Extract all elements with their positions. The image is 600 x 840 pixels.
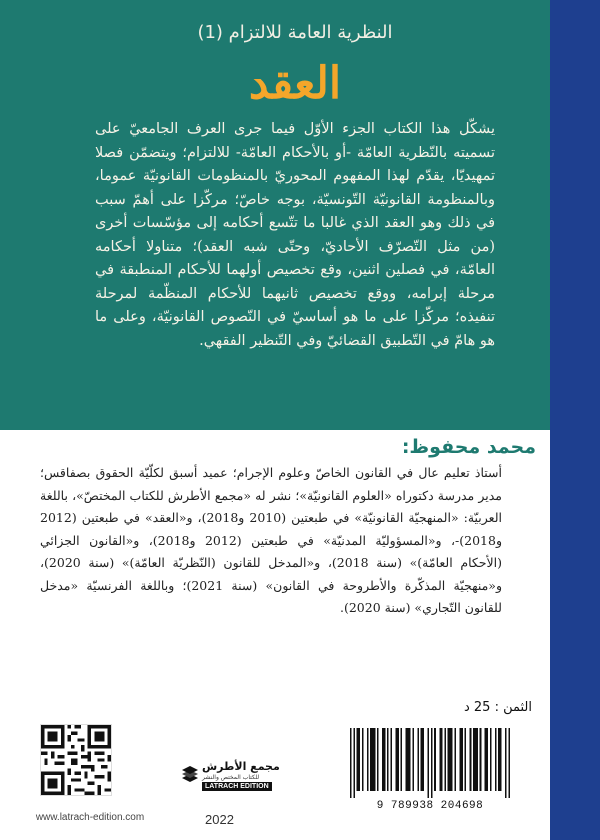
publisher-tagline: للكتاب المختص والنشر: [202, 774, 260, 781]
book-stack-icon: [180, 764, 200, 784]
barcode-icon: [350, 728, 510, 798]
book-title: العقد: [248, 58, 342, 109]
isbn-number: 9 789938 204698: [376, 800, 484, 812]
publisher-website: www.latrach-edition.com: [35, 812, 145, 823]
qr-code-icon: [40, 724, 112, 796]
book-spine: [550, 0, 600, 840]
author-name: محمد محفوظ:: [401, 436, 536, 458]
series-title: النظرية العامة للالتزام (1): [197, 22, 393, 43]
price-label: الثمن : 25 د: [463, 700, 532, 715]
publisher-name: مجمع الأطرش: [202, 760, 280, 773]
description-panel: [0, 0, 550, 430]
publication-year: 2022: [205, 812, 234, 827]
author-bio: أستاذ تعليم عال في القانون الخاصّ وعلوم الإجرام؛ عميد أسبق لكلّيّة الحقوق بصفاقس؛ مدير مدرسة دكتوراه «العلوم القانونيّة»؛ نشر له «مجمع الأطرش للكتاب المختصّ»، باللغة العربيّة: «المنهجيّة القانونيّة» في طبعتين (2010 و2018)، و«العقد» في طبعتين (2012 و2018)-، و«المسؤوليّة المدنيّة» في طبعتين (2012 و2018)، و«القانون الجزائي (الأحكام العامّة)» (سنة 2018)، و«المدخل للقانون (النّظريّة العامّة)» (سنة 2020)، و«منهجيّة المذكّرة والأطروحة في القانون» (سنة 2021)؛ وباللغة الفرنسيّة «مدخل للقانون التّجاري» (سنة 2020).: [40, 465, 502, 615]
publisher-logo: [180, 760, 280, 808]
left-margin: [0, 430, 40, 840]
book-description: يشكّل هذا الكتاب الجزء الأوّل فيما جرى العرف الجامعيّ على تسميته بالنّظرية العامّة -أو بالأحكام العامّة- للالتزام؛ ويتضمّن فصلا تمهيديّا، يقدّم لهذا المفهوم المحوريّ بالمنظومات القانونيّة عموما، وبالمنظومة القانونيّة التّونسيّة، بوجه خاصّ؛ مركّزا على أهمّ سبب في ذلك وهو العقد الذي غالبا ما تتّسع أحكامه إلى مؤسّسات أخرى (من مثل التّصرّف الأحاديّ، وحتّى شبه العقد)؛ متناولا أحكامه العامّة، في فصلين اثنين، وقع تخصيص أولهما للأحكام المنطبقة في مرحلة إبرامه، ووقع تخصيص ثانيهما للأحكام المنظّمة لمرحلة تنفيذه؛ مركّزا على ما هو أساسيّ في النّصوص القانونيّة، وعلى ما هو هامّ في التّطبيق القضائيّ وفي التّنظير الفقهي.: [95, 121, 495, 349]
publisher-name-en: LATRACH EDITION: [202, 782, 272, 791]
